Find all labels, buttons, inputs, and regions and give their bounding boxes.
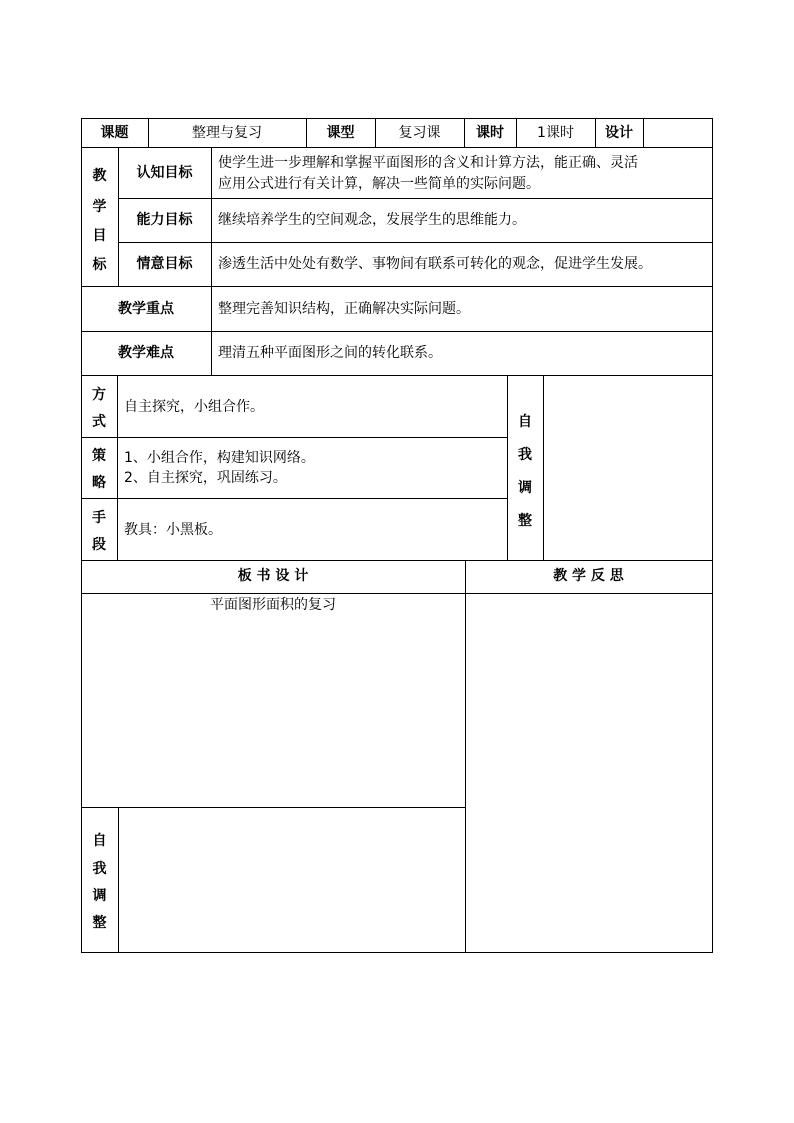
self-adjust-char: 整 (518, 513, 532, 529)
goals-group-char: 教 (92, 168, 107, 184)
period-label: 课时 (476, 125, 504, 141)
row-divider (81, 498, 507, 499)
col-divider (211, 147, 212, 376)
means-label-char: 手 (92, 510, 106, 526)
difficulty-text: 理清五种平面图形之间的转化联系。 (218, 345, 442, 361)
ability-goal-label: 能力目标 (136, 212, 193, 228)
means-text: 教具：小黑板。 (124, 522, 222, 538)
row-divider (81, 437, 507, 438)
board-title: 平面图形面积的复习 (210, 597, 336, 613)
row-divider (81, 331, 713, 332)
row-divider (81, 560, 713, 561)
affect-goal-text: 渗透生活中处处有数学、事物间有联系可转化的观念，促进学生发展。 (218, 256, 652, 272)
mode-label-char: 式 (92, 414, 106, 430)
bottom-adjust-char: 整 (92, 915, 107, 931)
col-divider (543, 375, 544, 561)
strategy-item: 2、自主探究，巩固练习。 (124, 470, 287, 486)
strategy-item: 1、小组合作，构建知识网络。 (124, 450, 315, 466)
row-divider (81, 375, 713, 376)
key-point-label: 教学重点 (118, 301, 174, 317)
type-value: 复习课 (398, 125, 441, 141)
goals-group-char: 标 (92, 257, 107, 273)
col-divider (643, 118, 644, 148)
bottom-adjust-char: 调 (92, 888, 107, 904)
board-design-header: 板 书 设 计 (237, 568, 309, 584)
difficulty-label: 教学难点 (118, 345, 174, 361)
affect-goal-label: 情意目标 (136, 256, 193, 272)
topic-label: 课题 (100, 125, 129, 141)
bottom-adjust-char: 自 (92, 833, 107, 849)
col-divider (117, 375, 118, 561)
design-label: 设计 (605, 125, 633, 141)
cognitive-goal-text: 应用公式进行有关计算，解决一些简单的实际问题。 (218, 176, 540, 192)
row-divider (81, 593, 713, 594)
table-border-bottom (81, 952, 713, 953)
reflection-header: 教 学 反 思 (553, 568, 624, 584)
cognitive-goal-label: 认知目标 (136, 165, 193, 181)
strategy-label-char: 策 (92, 448, 106, 464)
self-adjust-char: 我 (518, 447, 532, 463)
goals-group-char: 学 (92, 199, 107, 215)
means-label-char: 段 (92, 537, 106, 553)
key-point-text: 整理完善知识结构，正确解决实际问题。 (218, 301, 470, 317)
row-divider (81, 807, 465, 808)
topic-value: 整理与复习 (192, 125, 262, 141)
bottom-adjust-char: 我 (92, 861, 107, 877)
row-divider (118, 242, 713, 243)
strategy-label-char: 略 (92, 475, 106, 491)
mode-text: 自主探究，小组合作。 (124, 399, 264, 415)
col-divider (118, 807, 119, 953)
row-divider (81, 147, 713, 148)
col-divider (507, 375, 508, 561)
type-label: 课型 (326, 125, 355, 141)
col-divider (465, 560, 466, 953)
self-adjust-char: 调 (518, 480, 532, 496)
row-divider (81, 286, 713, 287)
goals-group-char: 目 (92, 228, 107, 244)
cognitive-goal-text: 使学生进一步理解和掌握平面图形的含义和计算方法，能正确、灵活 (218, 155, 638, 171)
table-border-top (81, 118, 713, 119)
period-value: 1课时 (537, 125, 574, 141)
table-border-right (712, 118, 713, 953)
ability-goal-text: 继续培养学生的空间观念，发展学生的思维能力。 (218, 212, 526, 228)
self-adjust-char: 自 (518, 414, 532, 430)
row-divider (118, 198, 713, 199)
mode-label-char: 方 (92, 387, 106, 403)
